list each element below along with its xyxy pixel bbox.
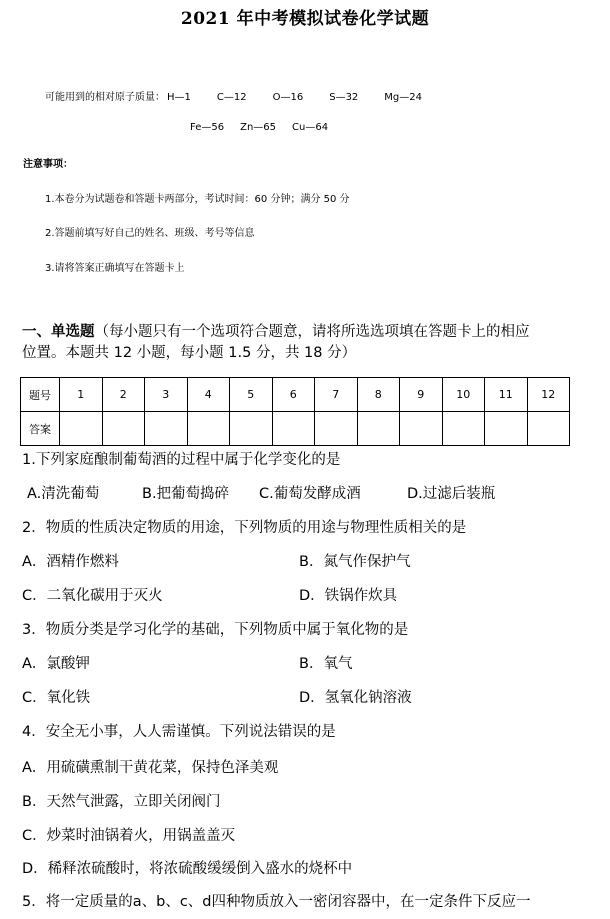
question-option: D．铁锅作炊具 xyxy=(299,588,398,604)
question-number-cell: 2 xyxy=(102,378,145,412)
notice-item: 1.本卷分为试题卷和答题卡两部分，考试时间：60 分钟；满分 50 分 xyxy=(45,194,350,205)
section-desc: （每小题只有一个选项符合题意，请将所选选项填在答题卡上的相应 xyxy=(94,324,530,340)
answer-cell[interactable] xyxy=(187,412,230,446)
answer-table xyxy=(20,377,570,446)
question-option: C．氧化铁 xyxy=(22,690,91,706)
question-number-cell: 12 xyxy=(527,378,570,412)
notice-item: 2.答题前填写好自己的姓名、班级、考号等信息 xyxy=(45,228,255,239)
question-option: D．稀释浓硫酸时，将浓硫酸缓缓倒入盛水的烧杯中 xyxy=(22,861,353,877)
atomic-mass-item: Zn—65 xyxy=(240,122,277,133)
question-option: A.清洗葡萄 xyxy=(27,486,100,502)
question-option: A．用硫磺熏制干黄花菜，保持色泽美观 xyxy=(22,760,279,776)
question-number-cell: 1 xyxy=(60,378,103,412)
answer-cell[interactable] xyxy=(527,412,570,446)
atomic-mass-row-2 xyxy=(190,122,354,133)
question-option: C．二氧化碳用于灭火 xyxy=(22,588,163,604)
question-option: D．氢氧化钠溶液 xyxy=(299,690,412,706)
question-number-cell: 11 xyxy=(485,378,528,412)
answer-cell[interactable] xyxy=(102,412,145,446)
question-option: B．氮气作保护气 xyxy=(299,554,411,570)
question-option: D.过滤后装瓶 xyxy=(407,486,496,502)
atomic-mass-item: O—16 xyxy=(272,92,304,103)
section-desc-line2: 位置。本题共 12 小题，每小题 1.5 分，共 18 分） xyxy=(22,345,357,361)
question-option: C.葡萄发酵成酒 xyxy=(259,486,361,502)
section-title: 一、单选题 xyxy=(22,324,95,340)
question-option: B．天然气泄露，立即关闭阀门 xyxy=(22,794,221,810)
question-number-cell: 7 xyxy=(315,378,358,412)
question-stem: 4．安全无小事，人人需谨慎。下列说法错误的是 xyxy=(22,724,336,740)
table-row-label: 题号 xyxy=(21,378,60,412)
answer-cell[interactable] xyxy=(357,412,400,446)
atomic-mass-label: 可能用到的相对原子质量： xyxy=(45,92,165,103)
question-option: A．酒精作燃料 xyxy=(22,554,119,570)
answer-cell[interactable] xyxy=(145,412,188,446)
notice-title: 注意事项： xyxy=(23,159,73,170)
question-stem: 3．物质分类是学习化学的基础，下列物质中属于氧化物的是 xyxy=(22,622,409,638)
question-number-cell: 9 xyxy=(400,378,443,412)
atomic-mass-row-1 xyxy=(45,88,448,103)
section-heading xyxy=(22,322,530,342)
page-title: 2021 年中考模拟试卷化学试题 xyxy=(180,9,430,29)
atomic-mass-item: Fe—56 xyxy=(190,122,225,133)
table-row-label: 答案 xyxy=(21,412,60,446)
question-number-cell: 3 xyxy=(145,378,188,412)
question-option: C．炒菜时油锅着火，用锅盖盖灭 xyxy=(22,828,236,844)
atomic-mass-item: Mg—24 xyxy=(384,92,422,103)
atomic-mass-item: Cu—64 xyxy=(292,122,329,133)
question-number-cell: 8 xyxy=(357,378,400,412)
table-row xyxy=(21,378,570,412)
answer-cell[interactable] xyxy=(230,412,273,446)
atomic-mass-item: S—32 xyxy=(329,92,359,103)
answer-cell[interactable] xyxy=(272,412,315,446)
question-number-cell: 5 xyxy=(230,378,273,412)
notice-item: 3.请将答案正确填写在答题卡上 xyxy=(45,263,185,274)
atomic-mass-item: C—12 xyxy=(216,92,247,103)
question-option: A．氯酸钾 xyxy=(22,656,90,672)
atomic-mass-item: H—1 xyxy=(167,92,191,103)
answer-cell[interactable] xyxy=(60,412,103,446)
question-number-cell: 4 xyxy=(187,378,230,412)
question-option: B．氧气 xyxy=(299,656,353,672)
question-stem: 2．物质的性质决定物质的用途，下列物质的用途与物理性质相关的是 xyxy=(22,520,467,536)
question-option: B.把葡萄捣碎 xyxy=(142,486,230,502)
question-stem: 1.下列家庭酿制葡萄酒的过程中属于化学变化的是 xyxy=(22,452,341,468)
question-number-cell: 6 xyxy=(272,378,315,412)
question-number-cell: 10 xyxy=(442,378,485,412)
answer-cell[interactable] xyxy=(400,412,443,446)
table-row xyxy=(21,412,570,446)
answer-cell[interactable] xyxy=(442,412,485,446)
answer-cell[interactable] xyxy=(485,412,528,446)
answer-cell[interactable] xyxy=(315,412,358,446)
question-stem: 5．将一定质量的a、b、c、d四种物质放入一密闭容器中，在一定条件下反应一 xyxy=(22,894,531,910)
